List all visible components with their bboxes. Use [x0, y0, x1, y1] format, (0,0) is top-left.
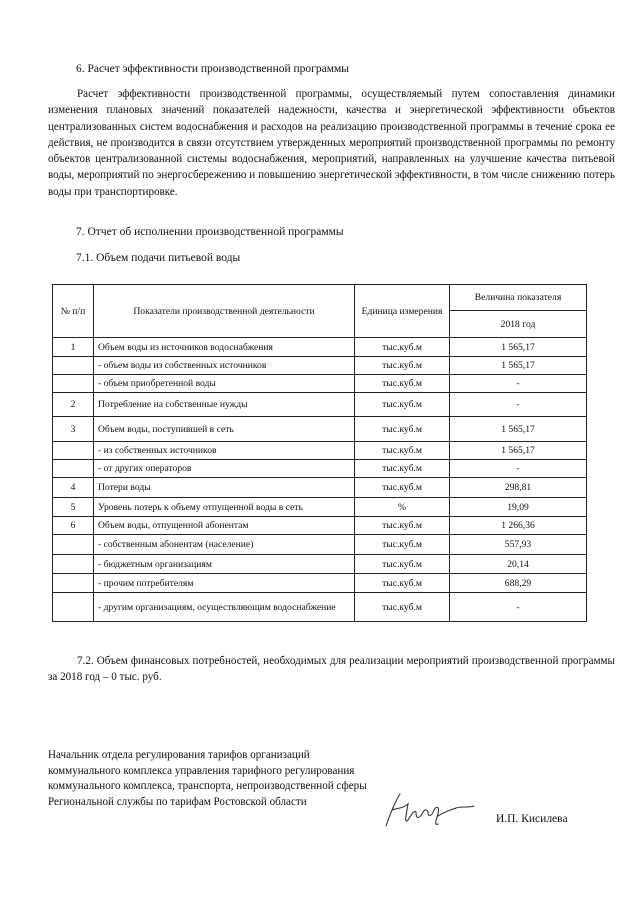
row-unit: тыс.куб.м [355, 375, 450, 393]
row-name: Объем воды из источников водоснабжения [94, 338, 355, 357]
row-num: 6 [53, 517, 94, 535]
row-name: - другим организациям, осуществляющим водоснабжение [94, 593, 355, 622]
row-value: 557,93 [450, 535, 587, 555]
table-row [53, 375, 587, 393]
row-name: - объем воды из собственных источников [94, 357, 355, 375]
section-7-1-heading: 7.1. Объем подачи питьевой воды [76, 252, 241, 264]
row-unit: тыс.куб.м [355, 442, 450, 460]
table-row [53, 574, 587, 593]
row-value: 1 565,17 [450, 417, 587, 442]
row-num [53, 535, 94, 555]
row-unit: % [355, 498, 450, 517]
table-row [53, 498, 587, 517]
row-name: Уровень потерь к объему отпущенной воды в сеть [94, 498, 355, 517]
row-unit: тыс.куб.м [355, 460, 450, 478]
row-value: - [450, 460, 587, 478]
row-value: - [450, 593, 587, 622]
header-num: № п/п [53, 285, 94, 338]
table-row [53, 517, 587, 535]
water-supply-table [52, 284, 587, 622]
table-row [53, 555, 587, 574]
section-7-2-paragraph: 7.2. Объем финансовых потребностей, необходимых для реализации мероприятий производственной программы за 2018 год – 0 тыс. руб. [48, 655, 615, 683]
row-value: - [450, 375, 587, 393]
row-value: 298,81 [450, 478, 587, 498]
row-name: Потери воды [94, 478, 355, 498]
row-num [53, 574, 94, 593]
row-value: 688,29 [450, 574, 587, 593]
row-name: - от других операторов [94, 460, 355, 478]
row-num: 4 [53, 478, 94, 498]
row-num [53, 460, 94, 478]
row-value: 1 565,17 [450, 338, 587, 357]
row-num: 5 [53, 498, 94, 517]
row-name: Объем воды, отпущенной абонентам [94, 517, 355, 535]
header-indicator: Показатели производственной деятельности [94, 285, 355, 338]
row-name: - прочим потребителям [94, 574, 355, 593]
table-row [53, 535, 587, 555]
table-row [53, 338, 587, 357]
row-value: 1 565,17 [450, 442, 587, 460]
table-row [53, 357, 587, 375]
row-num [53, 442, 94, 460]
row-name: Потребление на собственные нужды [94, 393, 355, 417]
header-unit: Единица измерения [355, 285, 450, 338]
header-value-group: Величина показателя [450, 285, 587, 311]
row-unit: тыс.куб.м [355, 555, 450, 574]
row-value: 1 266,36 [450, 517, 587, 535]
row-unit: тыс.куб.м [355, 393, 450, 417]
row-unit: тыс.куб.м [355, 593, 450, 622]
row-num [53, 555, 94, 574]
row-unit: тыс.куб.м [355, 517, 450, 535]
handwritten-signature [378, 786, 478, 836]
section-6-heading: 6. Расчет эффективности производственной программы [76, 63, 350, 75]
section-7-heading: 7. Отчет об исполнении производственной программы [76, 226, 344, 238]
row-num [53, 593, 94, 622]
signatory-name: И.П. Кисилева [496, 813, 568, 825]
row-num: 3 [53, 417, 94, 442]
section-6-paragraph: Расчет эффективности производственной программы, осуществляемый путем сопоставления динамики изменения плановых значений показателей надежности, качества и энергетической эффективности объектов централизованных систем водоснабжения и расходов на реализацию производственной программы в течение срока ее действия, не производится в связи отсутствием утвержденных мероприятий производственной программы по ремонту объектов централизованной системы водоснабжения, мероприятий, направленных на улучшение качества питьевой воды, мероприятий по энергосбережению и повышению энергетической эффективности, в том числе снижению потерь воды при транспортировке. [48, 88, 615, 198]
header-year: 2018 год [450, 311, 587, 338]
row-unit: тыс.куб.м [355, 338, 450, 357]
row-value: 20,14 [450, 555, 587, 574]
row-name: - бюджетным организациям [94, 555, 355, 574]
row-name: - из собственных источников [94, 442, 355, 460]
row-name: - объем приобретенной воды [94, 375, 355, 393]
row-name: Объем воды, поступившей в сеть [94, 417, 355, 442]
row-unit: тыс.куб.м [355, 417, 450, 442]
table-row [53, 417, 587, 442]
table-row [53, 442, 587, 460]
table-row [53, 460, 587, 478]
table-row [53, 393, 587, 417]
row-name: - собственным абонентам (население) [94, 535, 355, 555]
row-num: 2 [53, 393, 94, 417]
table-row [53, 593, 587, 622]
row-num [53, 357, 94, 375]
table-row [53, 478, 587, 498]
row-unit: тыс.куб.м [355, 535, 450, 555]
row-value: - [450, 393, 587, 417]
row-unit: тыс.куб.м [355, 478, 450, 498]
row-value: 19,09 [450, 498, 587, 517]
row-value: 1 565,17 [450, 357, 587, 375]
row-unit: тыс.куб.м [355, 574, 450, 593]
signatory-position: Начальник отдела регулирования тарифов организаций коммунального комплекса управления тарифного регулирования коммунального комплекса, транспорта, непроизводственной сферы Региональной службы по тарифам Ростовской области [48, 749, 367, 809]
row-num [53, 375, 94, 393]
row-num: 1 [53, 338, 94, 357]
row-unit: тыс.куб.м [355, 357, 450, 375]
